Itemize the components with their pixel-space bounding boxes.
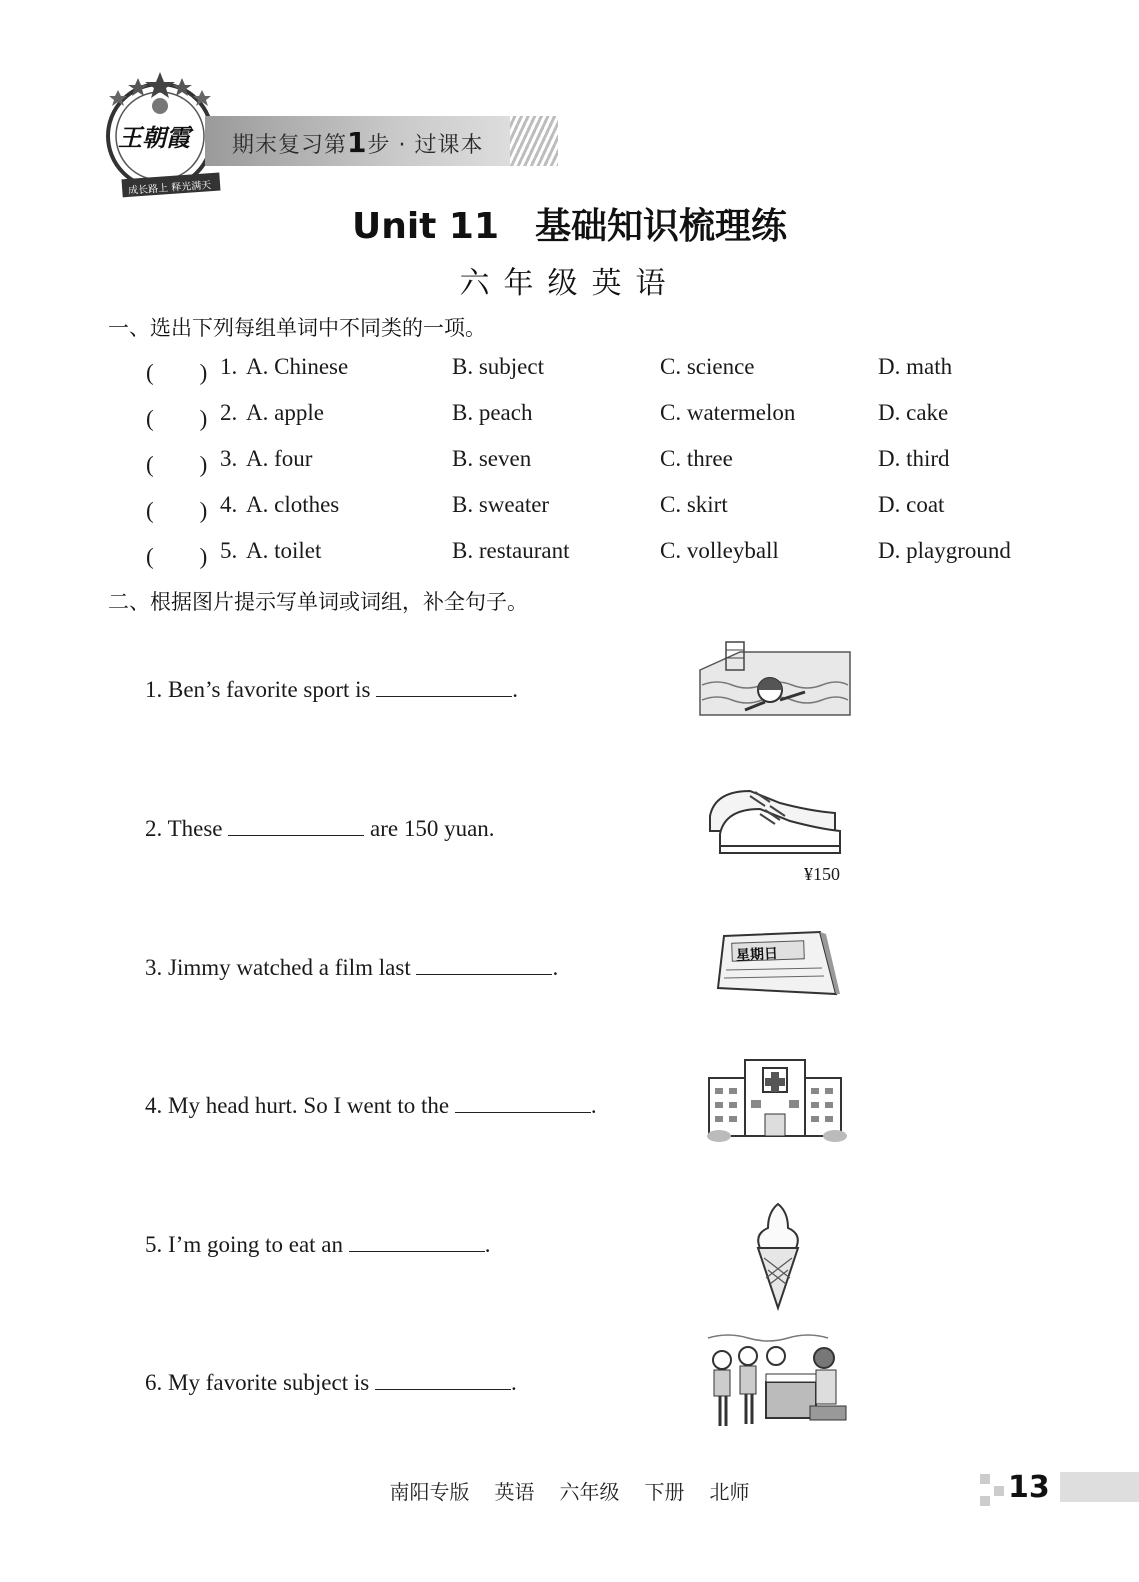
page-number: 13 [1008,1470,1050,1505]
footer-item: 六年级 [559,1482,620,1504]
option-d: D. coat [878,492,945,517]
option-c: C. three [660,446,733,471]
fill-sentence: 6. My favorite subject is . [145,1370,517,1395]
option-c: C. watermelon [660,400,796,425]
question-row [0,446,1139,476]
answer-blank[interactable] [376,676,512,697]
answer-blank[interactable] [416,954,552,975]
option-b: B. sweater [452,492,550,517]
footer-item: 英语 [494,1482,535,1504]
price-label: ¥150 [804,864,840,884]
option-a: A. Chinese [246,354,349,379]
ice-cream-picture [750,1200,806,1312]
option-c: C. science [660,354,755,379]
section-2-heading: 二、根据图片提示写单词或词组，补全句子。 [108,590,528,614]
shoes-picture [705,776,845,858]
option-b: B. seven [452,446,532,471]
question-row [0,354,1139,384]
logo-text: 王朝霞 [118,123,190,152]
answer-blank[interactable] [455,1092,591,1113]
option-d: D. playground [878,538,1011,563]
page-title: Unit 11 基础知识梳理练 [351,206,788,247]
logo-ribbon: 成长路上 释光满天 [127,180,212,197]
answer-blank[interactable] [375,1369,511,1390]
question-number: 5. [220,538,238,563]
question-row [0,400,1139,430]
question-number: 1. [220,354,238,379]
hospital-picture [705,1056,850,1146]
banner-title: 期末复习第1步 · 过课本 [232,126,484,159]
option-d: D. third [878,446,950,471]
option-a: A. clothes [246,492,340,517]
answer-bracket[interactable]: ( ) [146,544,208,569]
music-class-picture [700,1330,855,1435]
page-subtitle: 六年级英语 [459,266,680,301]
option-b: B. peach [452,400,533,425]
answer-bracket[interactable]: ( ) [146,360,208,385]
answer-bracket[interactable]: ( ) [146,498,208,523]
swimming-picture [690,640,860,730]
fill-sentence: 4. My head hurt. So I went to the . [145,1093,597,1118]
calendar-text: 星期日 [735,945,779,965]
question-number: 2. [220,400,238,425]
footer-item: 北师 [709,1482,750,1504]
option-c: C. skirt [660,492,728,517]
decor-square [980,1496,990,1506]
option-d: D. math [878,354,953,379]
section-1-heading: 一、选出下列每组单词中不同类的一项。 [108,316,486,340]
calendar-picture [712,928,842,1000]
answer-bracket[interactable]: ( ) [146,406,208,431]
fill-sentence: 1. Ben’s favorite sport is . [145,677,518,702]
option-a: A. toilet [246,538,322,563]
footer-item: 南阳专版 [389,1482,470,1504]
decor-square [980,1474,990,1484]
banner-stripes [510,116,558,166]
fill-sentence: 5. I’m going to eat an . [145,1232,491,1257]
option-b: B. restaurant [452,538,570,563]
footer-item: 下册 [644,1482,685,1504]
answer-blank[interactable] [228,815,364,836]
option-d: D. cake [878,400,949,425]
question-number: 4. [220,492,238,517]
option-b: B. subject [452,354,544,379]
answer-bracket[interactable]: ( ) [146,452,208,477]
decor-square [994,1486,1004,1496]
question-row [0,492,1139,522]
option-a: A. four [246,446,313,471]
question-number: 3. [220,446,238,471]
option-a: A. apple [246,400,324,425]
footer-info [0,1476,1139,1505]
page-number-bar [1060,1472,1139,1502]
fill-sentence: 3. Jimmy watched a film last . [145,955,559,980]
option-c: C. volleyball [660,538,779,563]
answer-blank[interactable] [349,1231,485,1252]
question-row [0,538,1139,568]
fill-sentence: 2. These are 150 yuan. [145,816,495,841]
